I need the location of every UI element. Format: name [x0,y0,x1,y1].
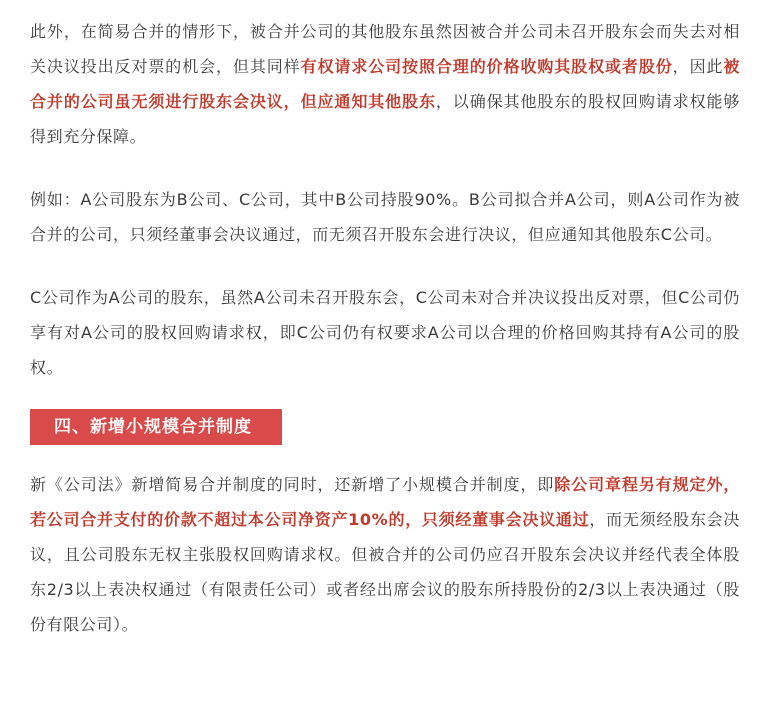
paragraph-text: ，而无须经股东会决议，且公司股东无权主张股权回购请求权。但被合并的公司仍应召开股东会决议并经代表全体股东2/3以上表决权通过（有限责任公司）或者经出席会议的股东所持股份的2/3以上表决通过（股份有限公司）。 [30,510,741,634]
paragraph-text: ，因此 [672,57,724,76]
section-heading: 四、新增小规模合并制度 [30,409,282,445]
paragraph-example: 例如：A公司股东为B公司、C公司，其中B公司持股90%。B公司拟合并A公司，则A公司作为被合并的公司，只须经董事会决议通过，而无须召开股东会进行决议，但应通知其他股东C公司。 [30,190,740,244]
paragraph-example-explanation: C公司作为A公司的股东，虽然A公司未召开股东会，C公司未对合并决议投出反对票，但C公司仍享有对A公司的股权回购请求权，即C公司仍有权要求A公司以合理的价格回购其持有A公司的股权。 [30,288,740,377]
paragraph-text: ，以确保其他股东的股权回购请求权能够得到充分保障。 [30,92,740,146]
highlight-text: 有权请求公司按照合理的价格收购其股权或者股份 [300,57,673,76]
section-heading-wrap [30,409,740,445]
paragraph-text: 此外，在简易合并的情形下，被合并公司的其他股东虽然因被合并公司未召开股东会而失去对相关决议投出反对票的机会，但其同样 [30,22,740,76]
paragraph-simple-merger-notice [30,14,740,154]
paragraph-small-scale-merger [30,467,740,642]
paragraph-text: 新《公司法》新增简易合并制度的同时，还新增了小规模合并制度，即 [30,475,555,494]
highlight-text: 被合并的公司虽无须进行股东会决议，但应通知其他股东 [30,57,740,111]
highlight-text: 除公司章程另有规定外，若公司合并支付的价款不超过本公司净资产10%的，只须经董事会决议通过 [30,475,740,529]
